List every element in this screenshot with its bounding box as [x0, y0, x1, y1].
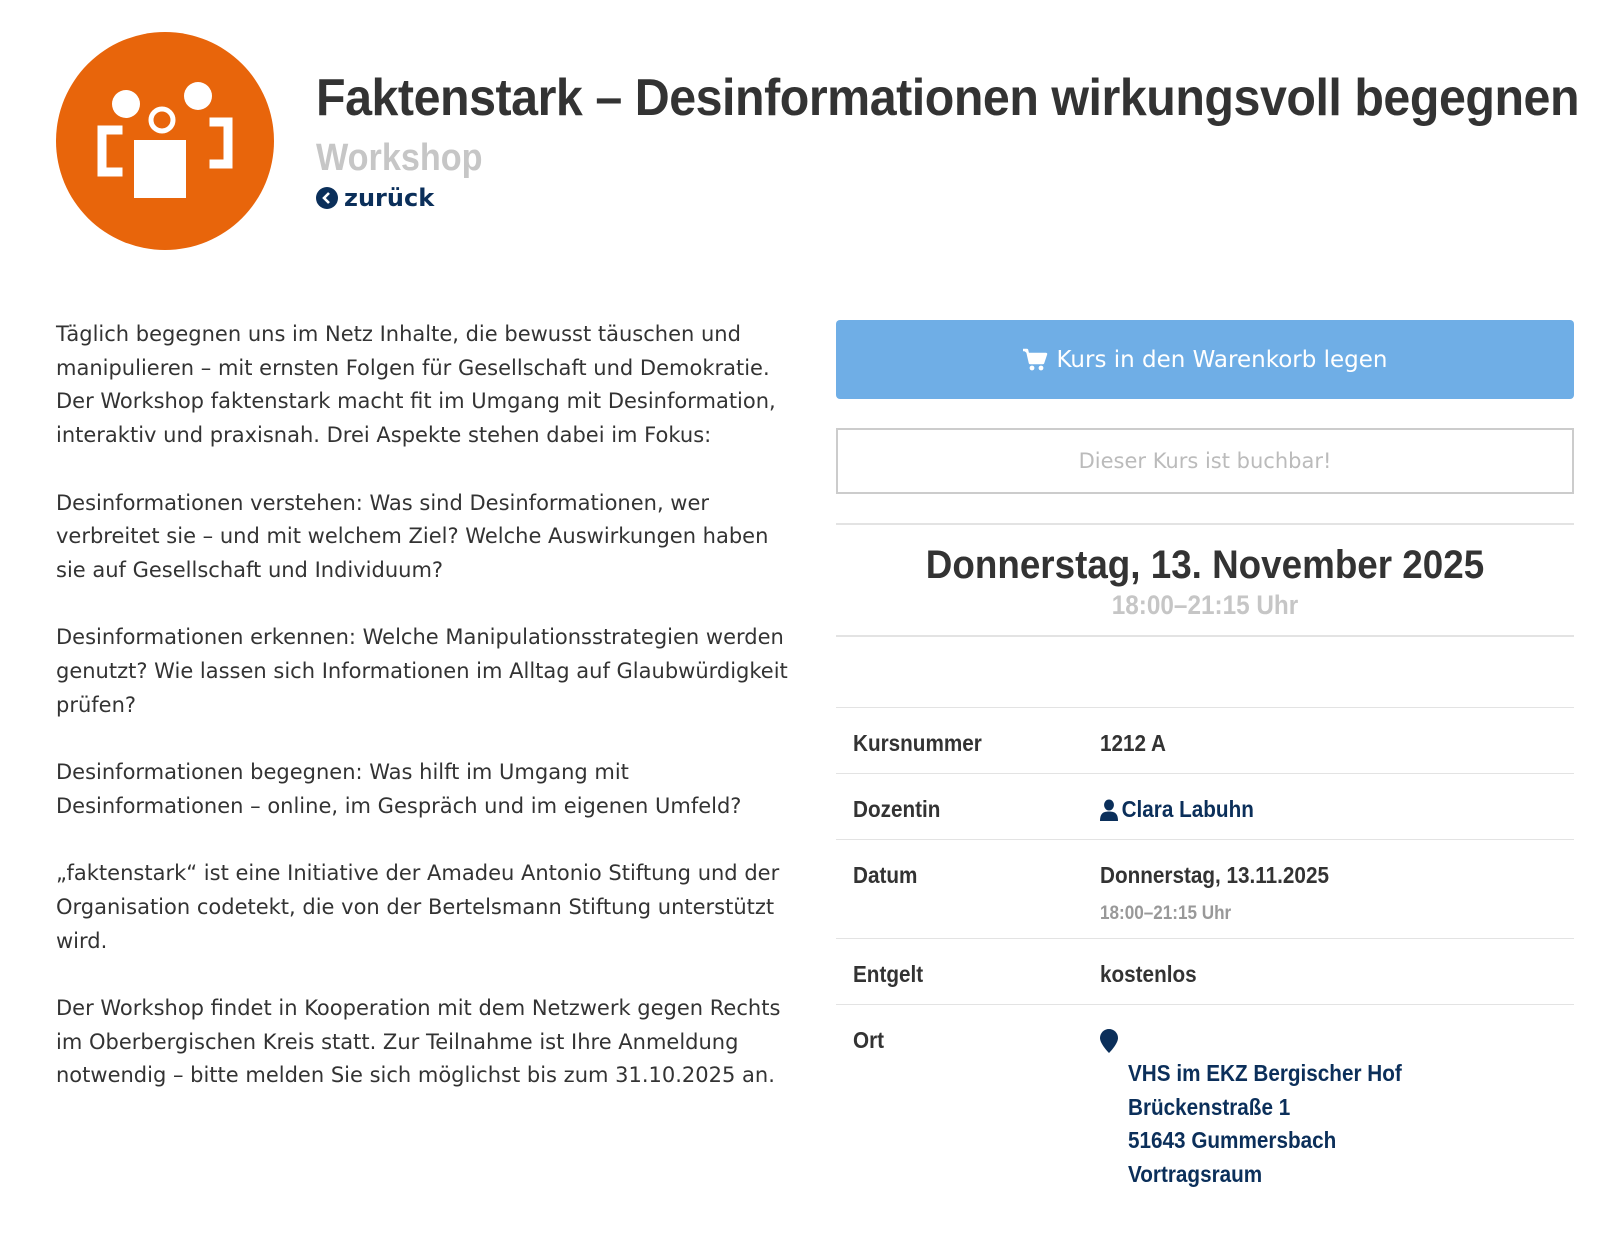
chevron-left-circle-icon: [316, 187, 338, 209]
bookable-status: Dieser Kurs ist buchbar!: [836, 428, 1574, 494]
back-link[interactable]: [316, 184, 434, 212]
detail-row-fee: [836, 939, 1574, 1005]
detail-row-teacher: [836, 774, 1574, 840]
course-sidebar: [836, 320, 1574, 1195]
course-number-value: 1212 A: [1100, 730, 1166, 756]
teacher-label: Dozentin: [853, 796, 941, 822]
location-city: 51643 Gummersbach: [1128, 1127, 1337, 1153]
location-name: VHS im EKZ Bergischer Hof: [1128, 1060, 1402, 1086]
detail-row-date: [836, 840, 1574, 939]
back-link-label: zurück: [344, 184, 435, 212]
date-heading: Donnerstag, 13. November 2025: [925, 543, 1485, 587]
description-paragraph: Der Workshop findet in Kooperation mit dem Netzwerk gegen Rechts im Oberbergischen Kreis statt. Zur Teilnahme ist Ihre Anmeldung notwendig – bitte melden Sie sich möglichst bis zum 31.10.2025 an.: [56, 995, 781, 1088]
description-paragraph: Desinformationen begegnen: Was hilft im Umgang mit Desinformationen – online, im Gespräch und im eigenen Umfeld?: [56, 760, 742, 818]
date-summary: [836, 523, 1574, 637]
user-icon: [1100, 799, 1118, 821]
teacher-name: Clara Labuhn: [1121, 796, 1254, 822]
page-header: [56, 32, 1596, 252]
map-marker-icon: [1100, 1029, 1118, 1057]
group-people-icon: [56, 32, 274, 250]
location-address-link[interactable]: [1128, 1057, 1402, 1191]
course-details-table: [836, 707, 1574, 1195]
location-room: Vortragsraum: [1128, 1160, 1263, 1187]
page-title: Faktenstark – Desinformationen wirkungsvoll begegnen: [316, 69, 1580, 127]
description-paragraph: Täglich begegnen uns im Netz Inhalte, die bewusst täuschen und manipulieren – mit ernsten Folgen für Gesellschaft und Demokratie. Der Workshop faktenstark macht fit im Umgang mit Desinformation, interaktiv und praxisnah. Drei Aspekte stehen dabei im Fokus:: [56, 322, 776, 448]
description-paragraph: Desinformationen verstehen: Was sind Desinformationen, wer verbreitet sie – und mit welchem Ziel? Welche Auswirkungen haben sie auf Gesellschaft und Individuum?: [56, 490, 769, 582]
fee-value: kostenlos: [1100, 961, 1197, 987]
fee-label: Entgelt: [853, 961, 924, 987]
location-label: Ort: [853, 1027, 885, 1053]
description-paragraph: „faktenstark“ ist eine Initiative der Amadeu Antonio Stiftung und der Organisation codetekt, die von der Bertelsmann Stiftung unterstützt wird.: [56, 861, 780, 953]
detail-row-course-number: [836, 708, 1574, 774]
shopping-cart-icon: [1022, 348, 1048, 372]
page-subtitle: Workshop: [316, 137, 483, 179]
detail-row-location: [836, 1005, 1574, 1195]
location-street: Brückenstraße 1: [1128, 1093, 1291, 1120]
date-label: Datum: [853, 862, 918, 888]
teacher-link[interactable]: [1100, 796, 1254, 823]
course-description: [56, 318, 791, 1127]
time-heading: 18:00–21:15 Uhr: [1111, 590, 1299, 620]
date-value: Donnerstag, 13.11.2025: [1100, 862, 1329, 888]
description-paragraph: Desinformationen erkennen: Welche Manipulationsstrategien werden genutzt? Wie lassen sich Informationen im Alltag auf Glaubwürdigkeit prüfen?: [56, 625, 788, 717]
time-value: 18:00–21:15 Uhr: [1100, 903, 1232, 924]
add-to-cart-label: Kurs in den Warenkorb legen: [1056, 346, 1388, 373]
add-to-cart-button[interactable]: [836, 320, 1574, 399]
course-number-label: Kursnummer: [853, 730, 982, 756]
